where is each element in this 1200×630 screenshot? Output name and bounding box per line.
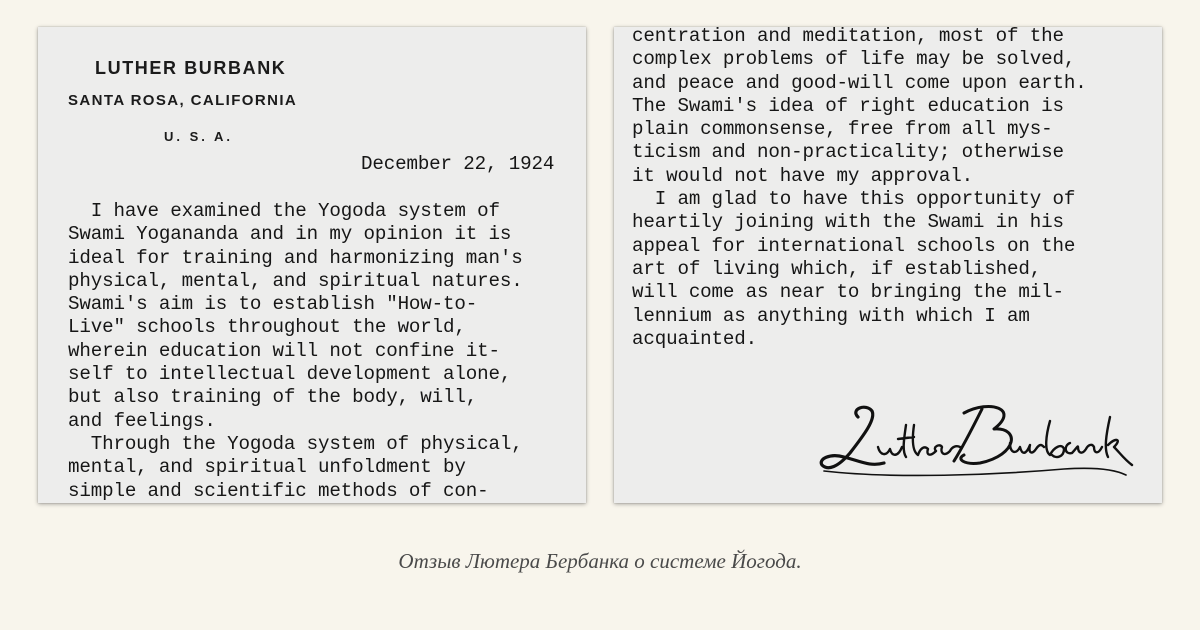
- letter-line: Live" schools throughout the world,: [68, 316, 466, 339]
- letter-line: I have examined the Yogoda system of: [68, 200, 500, 222]
- letter-line: Through the Yogoda system of physical,: [68, 432, 523, 455]
- letter-line: it would not have my approval.: [632, 164, 973, 187]
- letter-line: ticism and non-practicality; otherwise: [632, 141, 1064, 164]
- letter-line: centration and meditation, most of the: [632, 27, 1064, 47]
- letter-line: simple and scientific methods of con-: [68, 479, 489, 502]
- letter-body-right: [632, 27, 1087, 351]
- letterhead-city: SANTA ROSA, CALIFORNIA: [68, 92, 298, 109]
- letter-line: and feelings.: [68, 409, 216, 432]
- letter-line: wherein education will not confine it-: [68, 339, 500, 362]
- letter-page-right: [614, 27, 1162, 503]
- letter-line: I am glad to have this opportunity of: [632, 188, 1076, 211]
- signature-luther-burbank: [814, 395, 1144, 491]
- letter-line: acquainted.: [632, 327, 758, 350]
- figure-caption: Отзыв Лютера Бербанка о системе Йогода.: [398, 549, 802, 573]
- letter-page-left: [38, 27, 586, 503]
- letter-line: ideal for training and harmonizing man's: [68, 246, 523, 269]
- letterhead-country: U. S. A.: [164, 129, 234, 144]
- letter-line: plain commonsense, free from all mys-: [632, 118, 1053, 141]
- letterhead-name: LUTHER BURBANK: [95, 58, 287, 78]
- letter-line: and peace and good-will come upon earth.: [632, 71, 1087, 94]
- letter-line: Swami Yogananda and in my opinion it is: [68, 223, 512, 246]
- letter-line: physical, mental, and spiritual natures.: [68, 269, 523, 292]
- letter-line: mental, and spiritual unfoldment by: [68, 456, 466, 479]
- letter-line: heartily joining with the Swami in his: [632, 211, 1064, 234]
- letter-line: self to intellectual development alone,: [68, 363, 512, 386]
- letter-line: art of living which, if established,: [632, 257, 1042, 280]
- letter-line: will come as near to bringing the mil-: [632, 281, 1064, 304]
- letter-line: Swami's aim is to establish "How-to-: [68, 293, 478, 316]
- letter-body-left: [68, 200, 523, 503]
- letter-line: complex problems of life may be solved,: [632, 48, 1076, 71]
- letter-line: appeal for international schools on the: [632, 234, 1076, 257]
- letter-line: lennium as anything with which I am: [632, 304, 1030, 327]
- letter-line: but also training of the body, will,: [68, 386, 478, 409]
- letter-date: December 22, 1924: [361, 153, 555, 175]
- letter-line: The Swami's idea of right education is: [632, 94, 1064, 117]
